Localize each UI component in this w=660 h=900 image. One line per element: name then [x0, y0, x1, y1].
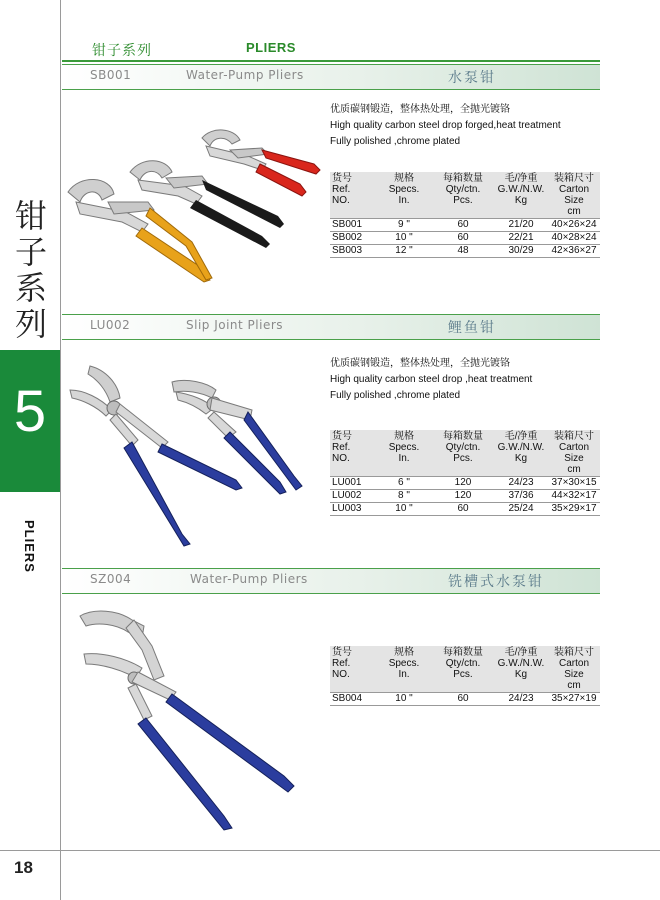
col-weight: 毛/净重 G.W./N.W. Kg	[494, 646, 548, 693]
plier-left	[70, 366, 242, 546]
section-band-lu002	[62, 314, 600, 340]
header-rule	[62, 60, 600, 62]
section-name-cn: 水泵钳	[448, 70, 496, 86]
col-ref: 货号 Ref. NO.	[330, 172, 376, 219]
plier-right	[172, 380, 302, 494]
col-ref: 货号 Ref. NO.	[330, 430, 376, 477]
chapter-number: 5	[13, 379, 47, 444]
spec-table-lu	[330, 430, 600, 516]
table-row: SB004 10 " 60 24/23 35×27×19	[330, 693, 600, 706]
table-row: LU002 8 " 120 37/36 44×32×17	[330, 490, 600, 503]
water-pump-pliers-image	[62, 120, 324, 300]
section-name: Slip Joint Pliers	[186, 318, 284, 332]
col-specs: 规格 Specs. In.	[376, 646, 432, 693]
section-description: 优质碳钢锻造，整体热处理，全抛光镀铬 High quality carbon steel drop ,heat treatment Fully polished ,chrome plated	[330, 358, 533, 401]
col-ref: 货号 Ref. NO.	[330, 646, 376, 693]
section-name: Water-Pump Pliers	[190, 572, 308, 586]
col-carton: 装箱尺寸 Carton Size cm	[548, 646, 600, 693]
page-title-en: PLIERS	[246, 40, 296, 55]
side-chapter-label: PLIERS	[22, 520, 37, 573]
table-row: LU003 10 " 60 25/24 35×29×17	[330, 503, 600, 516]
section-code: SB001	[90, 68, 132, 82]
page-title-cn: 钳子系列	[92, 43, 152, 59]
col-qty: 每箱数量 Qty/ctn. Pcs.	[432, 646, 494, 693]
section-description: 优质碳钢锻造，整体热处理，全抛光镀铬 High quality carbon steel drop forged,heat treatment Fully polished ,chrome plated	[330, 104, 561, 147]
spec-table-header	[330, 172, 600, 219]
slip-joint-pliers-image	[66, 360, 316, 552]
spec-table-header	[330, 430, 600, 477]
table-row: SB003 12 " 48 30/29 42×36×27	[330, 245, 600, 258]
plier-blue	[80, 611, 294, 830]
section-code: SZ004	[90, 572, 132, 586]
spec-table-sb	[330, 172, 600, 258]
spec-table-sz	[330, 646, 600, 706]
page-number: 18	[14, 858, 33, 877]
col-weight: 毛/净重 G.W./N.W. Kg	[494, 172, 548, 219]
col-weight: 毛/净重 G.W./N.W. Kg	[494, 430, 548, 477]
section-band-sz004	[62, 568, 600, 594]
section-code: LU002	[90, 318, 131, 332]
col-specs: 规格 Specs. In.	[376, 172, 432, 219]
col-carton: 装箱尺寸 Carton Size cm	[548, 430, 600, 477]
plier-red	[202, 130, 320, 196]
section-name-cn: 鲤鱼钳	[448, 320, 496, 336]
section-name-cn: 铣槽式水泵钳	[448, 574, 544, 590]
table-row: SB001 9 " 60 21/20 40×26×24	[330, 219, 600, 232]
groove-joint-pliers-image	[72, 606, 312, 834]
col-qty: 每箱数量 Qty/ctn. Pcs.	[432, 430, 494, 477]
left-divider	[60, 0, 61, 900]
side-chapter-title: 钳 子 系 列	[14, 197, 47, 343]
col-carton: 装箱尺寸 Carton Size cm	[548, 172, 600, 219]
section-name: Water-Pump Pliers	[186, 68, 304, 82]
col-qty: 每箱数量 Qty/ctn. Pcs.	[432, 172, 494, 219]
table-row: SB002 10 " 60 22/21 40×28×24	[330, 232, 600, 245]
section-band-sb001	[62, 64, 600, 90]
spec-table-header	[330, 646, 600, 693]
col-specs: 规格 Specs. In.	[376, 430, 432, 477]
table-row: LU001 6 " 120 24/23 37×30×15	[330, 477, 600, 490]
footer-divider	[0, 850, 660, 851]
